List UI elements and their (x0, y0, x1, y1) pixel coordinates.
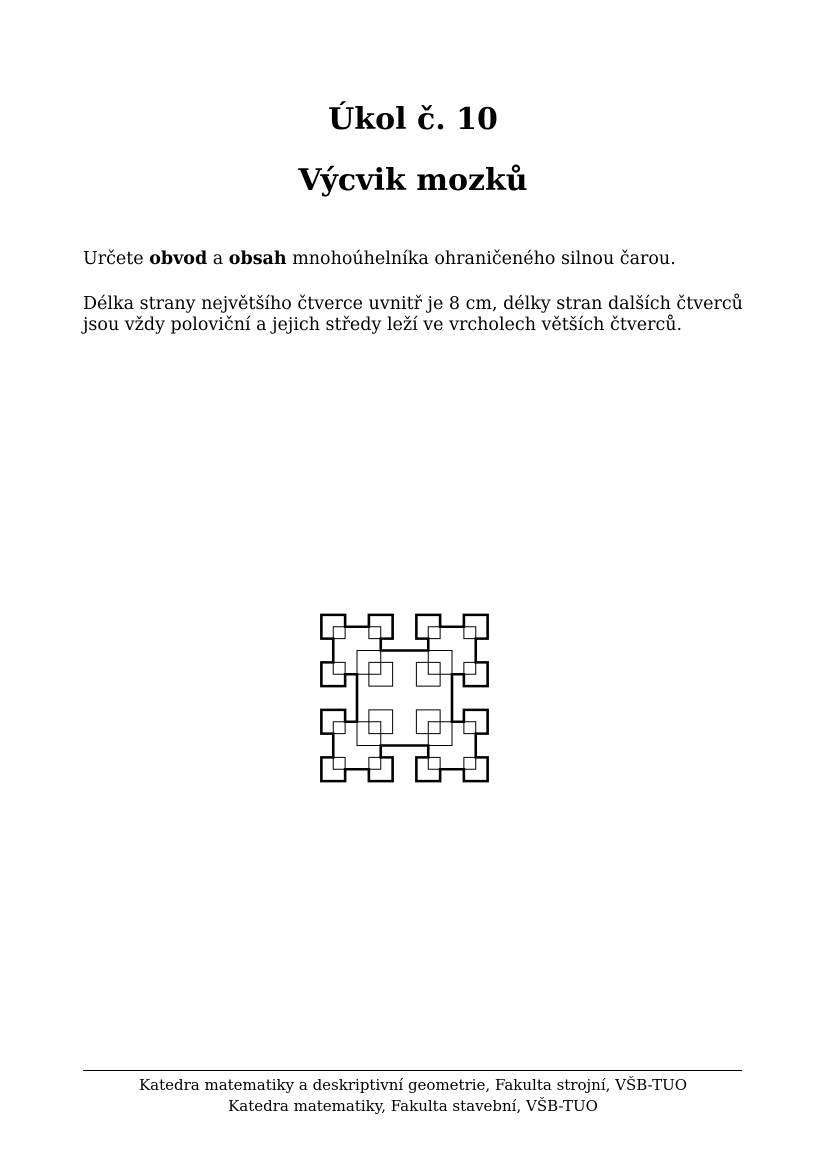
footer-divider (83, 1070, 742, 1071)
task-number: Úkol č. 10 (328, 102, 498, 137)
footer-department-1: Katedra matematiky a deskriptivní geometrie, Fakulta strojní, VŠB-TUO (138, 1076, 688, 1094)
bold-term-area: obsah (228, 249, 287, 269)
thick-boundary-polygon (321, 615, 487, 781)
instruction-text-end: mnohoúhelníka ohraničeného silnou čarou. (286, 249, 676, 269)
thick-outline-group (321, 615, 487, 781)
thin-squares-group (321, 615, 487, 781)
details-line-2: jsou vždy poloviční a jejich středy leží ve vrcholech větších čtverců. (83, 315, 683, 335)
thin-square-level-1 (357, 651, 452, 746)
footer-department-2: Katedra matematiky, Fakulta stavební, VŠB-TUO (228, 1097, 598, 1115)
details-line-1: Délka strany největšího čtverce uvnitř je 8 cm, délky stran dalších čtverců (83, 294, 743, 314)
task-title: Výcvik mozků (298, 163, 528, 198)
instruction-text-middle: a (207, 249, 229, 269)
bold-term-perimeter: obvod (149, 249, 208, 269)
instruction-text-start: Určete (83, 249, 150, 269)
